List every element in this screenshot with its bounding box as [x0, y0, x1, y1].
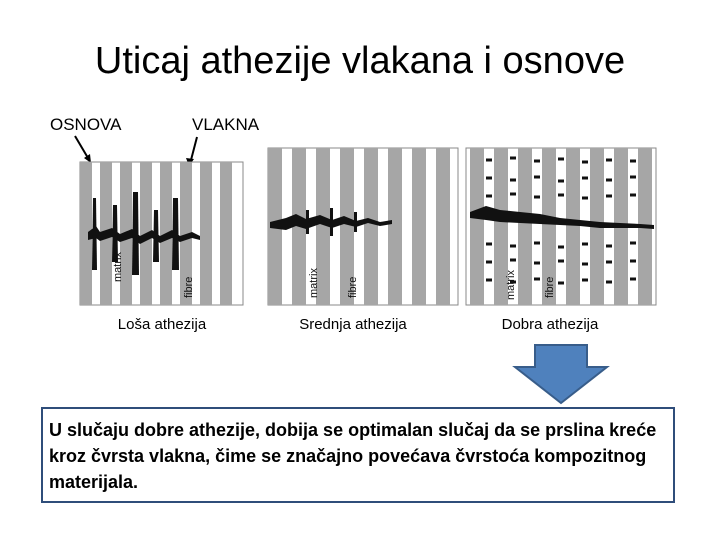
matrix-label: matrix	[505, 270, 517, 300]
label-vlakna: VLAKNA	[192, 115, 260, 134]
matrix-label: matrix	[112, 252, 124, 282]
panel-good-adhesion	[466, 148, 656, 305]
caption-medium: Srednja athezija	[299, 316, 407, 333]
label-osnova: OSNOVA	[50, 115, 122, 134]
conclusion-box: U slučaju dobre athezije, dobija se optimalan slučaj da se prslina kreće kroz čvrsta vlakna, čime se značajno povećava čvrstoća kompozitnog materijala.	[41, 407, 675, 503]
fibre-label: fibre	[183, 276, 195, 298]
fibre-label: fibre	[347, 276, 359, 298]
panel-medium-adhesion	[268, 148, 458, 305]
slide-title: Uticaj athezije vlakana i osnove	[94, 40, 626, 82]
pointer-arrow-osnova	[75, 136, 91, 163]
fibre-label: fibre	[544, 276, 556, 298]
down-arrow-icon	[515, 345, 607, 403]
matrix-label: matrix	[308, 268, 320, 298]
caption-good: Dobra athezija	[501, 316, 599, 333]
panel-poor-adhesion	[80, 162, 243, 305]
caption-poor: Loša athezija	[117, 316, 207, 333]
